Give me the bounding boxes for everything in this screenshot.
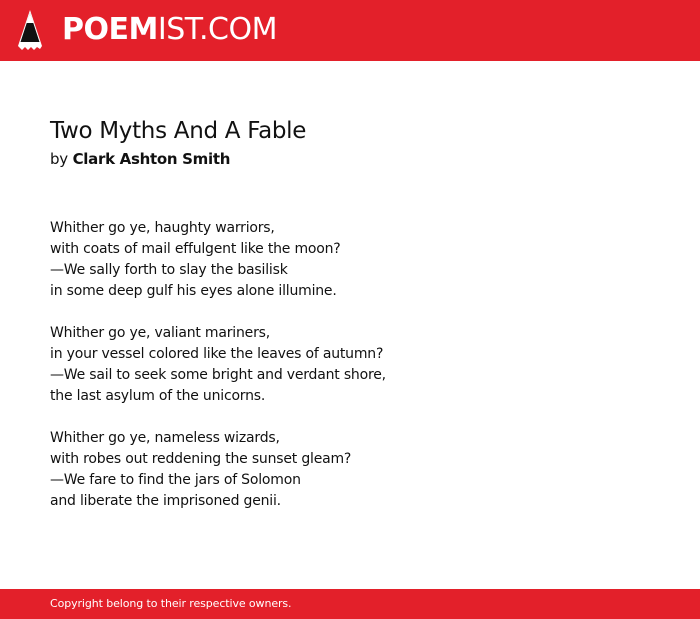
pencil-icon — [18, 10, 42, 51]
poem-author: Clark Ashton Smith — [72, 150, 231, 168]
poem-line: —We fare to find the jars of Solomon — [50, 472, 301, 488]
poem-line: with robes out reddening the sunset gleam? — [50, 451, 352, 467]
byline-by-label: by — [50, 150, 68, 168]
copyright-notice: Copyright belong to their respective owners. — [50, 597, 292, 610]
site-footer — [0, 589, 700, 619]
poem-line: the last asylum of the unicorns. — [50, 388, 266, 404]
poem-line: —We sally forth to slay the basilisk — [50, 262, 288, 278]
poem-line: and liberate the imprisoned genii. — [50, 493, 281, 509]
poem-stanza — [50, 428, 650, 512]
poem-line: Whither go ye, haughty warriors, — [50, 220, 275, 236]
poem-line: in your vessel colored like the leaves of autumn? — [50, 346, 384, 362]
site-header — [0, 0, 700, 61]
poem-line: with coats of mail effulgent like the moon? — [50, 241, 341, 257]
poem-line: —We sail to seek some bright and verdant shore, — [50, 367, 386, 383]
poem-stanza — [50, 218, 650, 302]
poem-line: Whither go ye, nameless wizards, — [50, 430, 280, 446]
logo-brand-bold: POEM — [62, 12, 158, 47]
poem-line: Whither go ye, valiant mariners, — [50, 325, 270, 341]
poem-stanza — [50, 323, 650, 407]
poem-title: Two Myths And A Fable — [50, 118, 307, 144]
site-logo[interactable] — [62, 12, 277, 48]
poem-byline — [50, 149, 230, 169]
poem-body — [50, 218, 650, 533]
logo-brand-light: IST.COM — [157, 12, 277, 47]
poem-line: in some deep gulf his eyes alone illumine. — [50, 283, 337, 299]
